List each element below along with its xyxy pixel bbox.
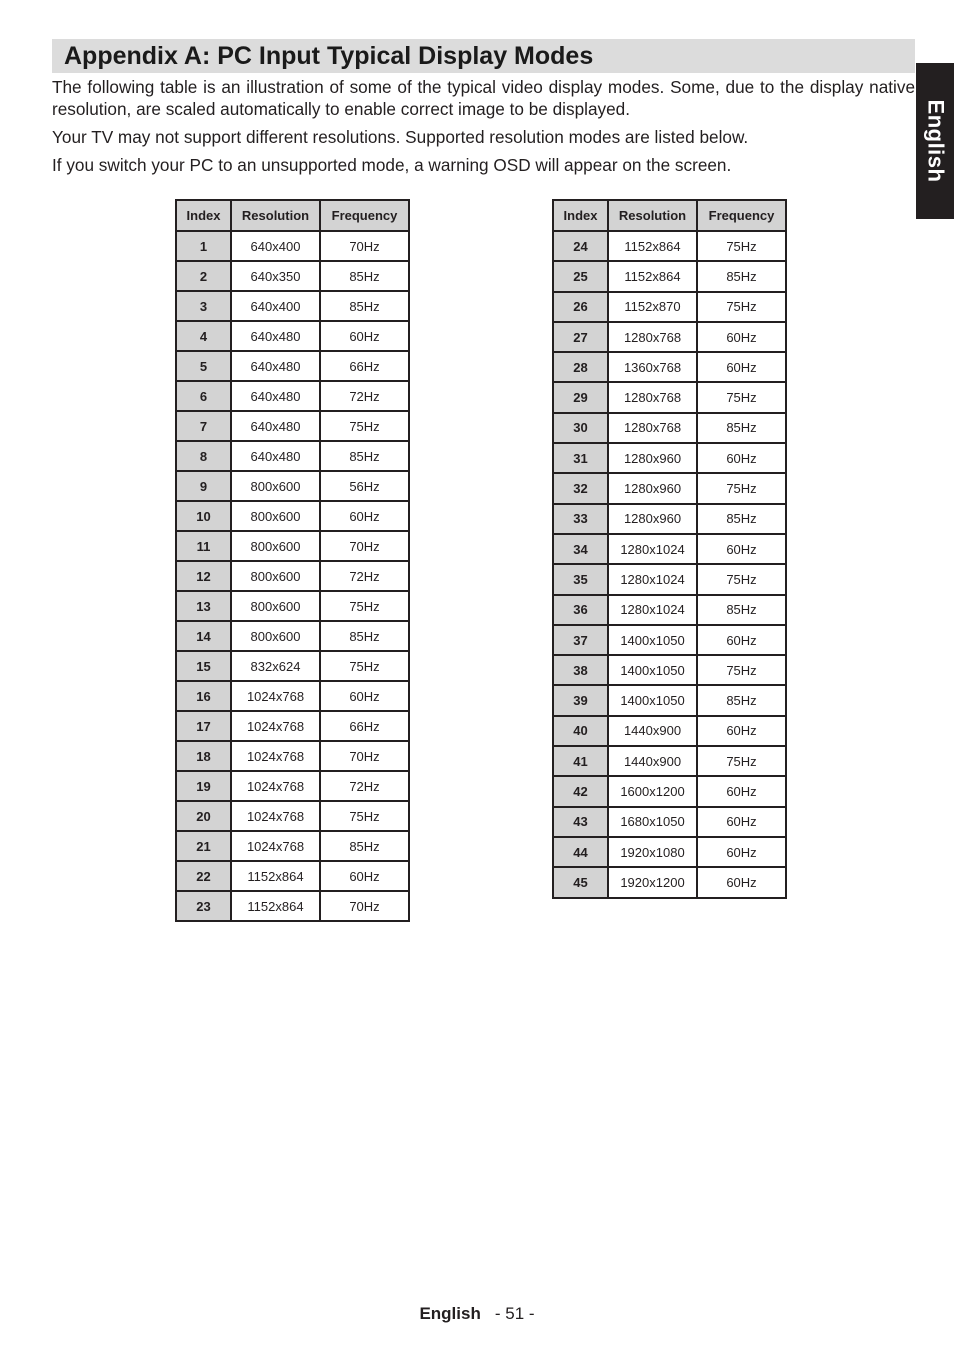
resolution-cell: 1680x1050: [608, 807, 697, 837]
table-row: [176, 801, 409, 831]
resolution-cell: 640x400: [231, 291, 320, 321]
frequency-cell: 66Hz: [320, 351, 409, 381]
index-cell: 5: [176, 351, 231, 381]
resolution-cell: 1280x960: [608, 504, 697, 534]
resolution-cell: 1920x1200: [608, 867, 697, 897]
frequency-cell: 85Hz: [697, 413, 786, 443]
frequency-cell: 56Hz: [320, 471, 409, 501]
resolution-cell: 1280x768: [608, 382, 697, 412]
resolution-cell: 800x600: [231, 591, 320, 621]
table-row: [176, 291, 409, 321]
table-row: [176, 471, 409, 501]
frequency-cell: 60Hz: [697, 807, 786, 837]
frequency-cell: 85Hz: [697, 685, 786, 715]
index-cell: 2: [176, 261, 231, 291]
page-footer: [0, 1304, 954, 1324]
index-cell: 35: [553, 564, 608, 594]
frequency-cell: 60Hz: [697, 322, 786, 352]
index-cell: 25: [553, 261, 608, 291]
index-cell: 1: [176, 231, 231, 261]
resolution-cell: 1152x870: [608, 292, 697, 322]
table-row: [553, 625, 786, 655]
index-cell: 34: [553, 534, 608, 564]
index-cell: 30: [553, 413, 608, 443]
resolution-cell: 640x480: [231, 411, 320, 441]
table-row: [553, 292, 786, 322]
frequency-cell: 75Hz: [320, 591, 409, 621]
resolution-cell: 800x600: [231, 501, 320, 531]
index-cell: 20: [176, 801, 231, 831]
table-row: [553, 231, 786, 261]
index-cell: 29: [553, 382, 608, 412]
resolution-cell: 1280x960: [608, 473, 697, 503]
table-header-row: [176, 200, 409, 231]
index-cell: 40: [553, 716, 608, 746]
frequency-cell: 75Hz: [320, 411, 409, 441]
table-row: [176, 891, 409, 921]
frequency-cell: 75Hz: [697, 655, 786, 685]
index-cell: 21: [176, 831, 231, 861]
frequency-cell: 75Hz: [697, 382, 786, 412]
table-row: [553, 413, 786, 443]
resolution-cell: 1400x1050: [608, 655, 697, 685]
frequency-cell: 85Hz: [320, 831, 409, 861]
frequency-cell: 66Hz: [320, 711, 409, 741]
frequency-cell: 60Hz: [697, 716, 786, 746]
frequency-cell: 75Hz: [697, 564, 786, 594]
resolution-cell: 1280x960: [608, 443, 697, 473]
index-cell: 12: [176, 561, 231, 591]
table-row: [176, 351, 409, 381]
frequency-cell: 85Hz: [320, 621, 409, 651]
table-row: [176, 861, 409, 891]
table-row: [553, 564, 786, 594]
resolution-cell: 1152x864: [231, 861, 320, 891]
index-cell: 10: [176, 501, 231, 531]
index-cell: 44: [553, 837, 608, 867]
resolution-cell: 640x400: [231, 231, 320, 261]
table-row: [553, 473, 786, 503]
frequency-cell: 60Hz: [697, 867, 786, 897]
index-cell: 17: [176, 711, 231, 741]
intro-text: [52, 76, 915, 182]
frequency-cell: 60Hz: [697, 837, 786, 867]
frequency-cell: 70Hz: [320, 741, 409, 771]
resolution-cell: 640x350: [231, 261, 320, 291]
title-bar: [52, 39, 915, 73]
frequency-cell: 60Hz: [697, 352, 786, 382]
index-cell: 23: [176, 891, 231, 921]
frequency-cell: 85Hz: [697, 504, 786, 534]
index-cell: 39: [553, 685, 608, 715]
resolution-cell: 800x600: [231, 531, 320, 561]
resolution-cell: 1920x1080: [608, 837, 697, 867]
frequency-cell: 85Hz: [697, 261, 786, 291]
resolution-cell: 1280x1024: [608, 595, 697, 625]
resolution-cell: 1360x768: [608, 352, 697, 382]
resolution-cell: 1024x768: [231, 741, 320, 771]
resolution-cell: 640x480: [231, 381, 320, 411]
index-cell: 7: [176, 411, 231, 441]
resolution-cell: 1152x864: [608, 261, 697, 291]
resolution-cell: 1024x768: [231, 801, 320, 831]
header-frequency: Frequency: [320, 200, 409, 231]
frequency-cell: 70Hz: [320, 531, 409, 561]
index-cell: 15: [176, 651, 231, 681]
frequency-cell: 60Hz: [320, 681, 409, 711]
frequency-cell: 70Hz: [320, 231, 409, 261]
header-resolution: Resolution: [231, 200, 320, 231]
table-row: [553, 685, 786, 715]
table-row: [553, 322, 786, 352]
header-index: Index: [553, 200, 608, 231]
frequency-cell: 72Hz: [320, 381, 409, 411]
resolution-cell: 1280x768: [608, 413, 697, 443]
table-row: [553, 443, 786, 473]
table-row: [176, 621, 409, 651]
index-cell: 22: [176, 861, 231, 891]
intro-paragraph-1: The following table is an illustration of some of the typical video display modes. Some, due to the display native resolution, are scaled automatically to enable correct image to be displayed.: [52, 77, 915, 119]
index-cell: 6: [176, 381, 231, 411]
index-cell: 19: [176, 771, 231, 801]
frequency-cell: 60Hz: [697, 534, 786, 564]
intro-paragraph-3: If you switch your PC to an unsupported mode, a warning OSD will appear on the screen.: [52, 155, 732, 175]
index-cell: 31: [553, 443, 608, 473]
table-row: [176, 231, 409, 261]
index-cell: 42: [553, 776, 608, 806]
index-cell: 4: [176, 321, 231, 351]
frequency-cell: 60Hz: [697, 443, 786, 473]
resolution-cell: 1152x864: [231, 891, 320, 921]
frequency-cell: 75Hz: [697, 746, 786, 776]
table-row: [176, 531, 409, 561]
resolution-cell: 1024x768: [231, 711, 320, 741]
resolution-cell: 640x480: [231, 321, 320, 351]
resolution-cell: 1152x864: [608, 231, 697, 261]
resolution-cell: 1280x768: [608, 322, 697, 352]
index-cell: 11: [176, 531, 231, 561]
frequency-cell: 60Hz: [320, 501, 409, 531]
index-cell: 43: [553, 807, 608, 837]
frequency-cell: 75Hz: [697, 292, 786, 322]
table-row: [553, 746, 786, 776]
resolution-cell: 1280x1024: [608, 534, 697, 564]
language-tab-label: English: [923, 99, 949, 183]
index-cell: 45: [553, 867, 608, 897]
header-frequency: Frequency: [697, 200, 786, 231]
table-row: [553, 837, 786, 867]
resolution-cell: 640x480: [231, 441, 320, 471]
resolution-cell: 1280x1024: [608, 564, 697, 594]
table-row: [553, 382, 786, 412]
display-modes-table-right: [552, 199, 787, 899]
frequency-cell: 75Hz: [320, 801, 409, 831]
resolution-cell: 1024x768: [231, 831, 320, 861]
language-side-tab: [916, 63, 954, 219]
index-cell: 32: [553, 473, 608, 503]
resolution-cell: 1024x768: [231, 681, 320, 711]
index-cell: 16: [176, 681, 231, 711]
resolution-cell: 1440x900: [608, 746, 697, 776]
table-row: [176, 741, 409, 771]
frequency-cell: 60Hz: [320, 321, 409, 351]
index-cell: 13: [176, 591, 231, 621]
index-cell: 18: [176, 741, 231, 771]
table-row: [553, 716, 786, 746]
page-number: - 51 -: [494, 1304, 535, 1323]
table-row: [176, 441, 409, 471]
frequency-cell: 85Hz: [697, 595, 786, 625]
table-row: [176, 681, 409, 711]
table-row: [553, 595, 786, 625]
table-row: [176, 561, 409, 591]
index-cell: 24: [553, 231, 608, 261]
frequency-cell: 85Hz: [320, 291, 409, 321]
frequency-cell: 75Hz: [697, 231, 786, 261]
frequency-cell: 70Hz: [320, 891, 409, 921]
table-row: [176, 591, 409, 621]
table-row: [176, 711, 409, 741]
index-cell: 3: [176, 291, 231, 321]
frequency-cell: 75Hz: [697, 473, 786, 503]
index-cell: 33: [553, 504, 608, 534]
frequency-cell: 60Hz: [320, 861, 409, 891]
index-cell: 27: [553, 322, 608, 352]
resolution-cell: 1400x1050: [608, 625, 697, 655]
frequency-cell: 75Hz: [320, 651, 409, 681]
index-cell: 36: [553, 595, 608, 625]
table-row: [176, 261, 409, 291]
table-row: [176, 831, 409, 861]
index-cell: 9: [176, 471, 231, 501]
resolution-cell: 1440x900: [608, 716, 697, 746]
table-row: [553, 867, 786, 897]
display-modes-table-left: [175, 199, 410, 922]
resolution-cell: 832x624: [231, 651, 320, 681]
resolution-cell: 1600x1200: [608, 776, 697, 806]
index-cell: 37: [553, 625, 608, 655]
resolution-cell: 1400x1050: [608, 685, 697, 715]
header-resolution: Resolution: [608, 200, 697, 231]
index-cell: 41: [553, 746, 608, 776]
header-index: Index: [176, 200, 231, 231]
frequency-cell: 85Hz: [320, 441, 409, 471]
page-title: Appendix A: PC Input Typical Display Modes: [64, 42, 594, 70]
frequency-cell: 85Hz: [320, 261, 409, 291]
footer-language: English: [419, 1304, 481, 1323]
table-row: [176, 651, 409, 681]
table-row: [553, 655, 786, 685]
frequency-cell: 60Hz: [697, 625, 786, 655]
table-row: [553, 504, 786, 534]
frequency-cell: 60Hz: [697, 776, 786, 806]
table-row: [553, 352, 786, 382]
table-row: [553, 807, 786, 837]
table-row: [553, 261, 786, 291]
index-cell: 26: [553, 292, 608, 322]
index-cell: 14: [176, 621, 231, 651]
table-row: [553, 534, 786, 564]
index-cell: 38: [553, 655, 608, 685]
intro-paragraph-2: Your TV may not support different resolutions. Supported resolution modes are listed below.: [52, 127, 749, 147]
resolution-cell: 800x600: [231, 471, 320, 501]
resolution-cell: 800x600: [231, 621, 320, 651]
table-row: [176, 771, 409, 801]
resolution-cell: 1024x768: [231, 771, 320, 801]
frequency-cell: 72Hz: [320, 771, 409, 801]
frequency-cell: 72Hz: [320, 561, 409, 591]
table-row: [176, 381, 409, 411]
table-row: [176, 501, 409, 531]
index-cell: 8: [176, 441, 231, 471]
resolution-cell: 640x480: [231, 351, 320, 381]
table-header-row: [553, 200, 786, 231]
resolution-cell: 800x600: [231, 561, 320, 591]
table-row: [553, 776, 786, 806]
index-cell: 28: [553, 352, 608, 382]
table-row: [176, 321, 409, 351]
table-row: [176, 411, 409, 441]
